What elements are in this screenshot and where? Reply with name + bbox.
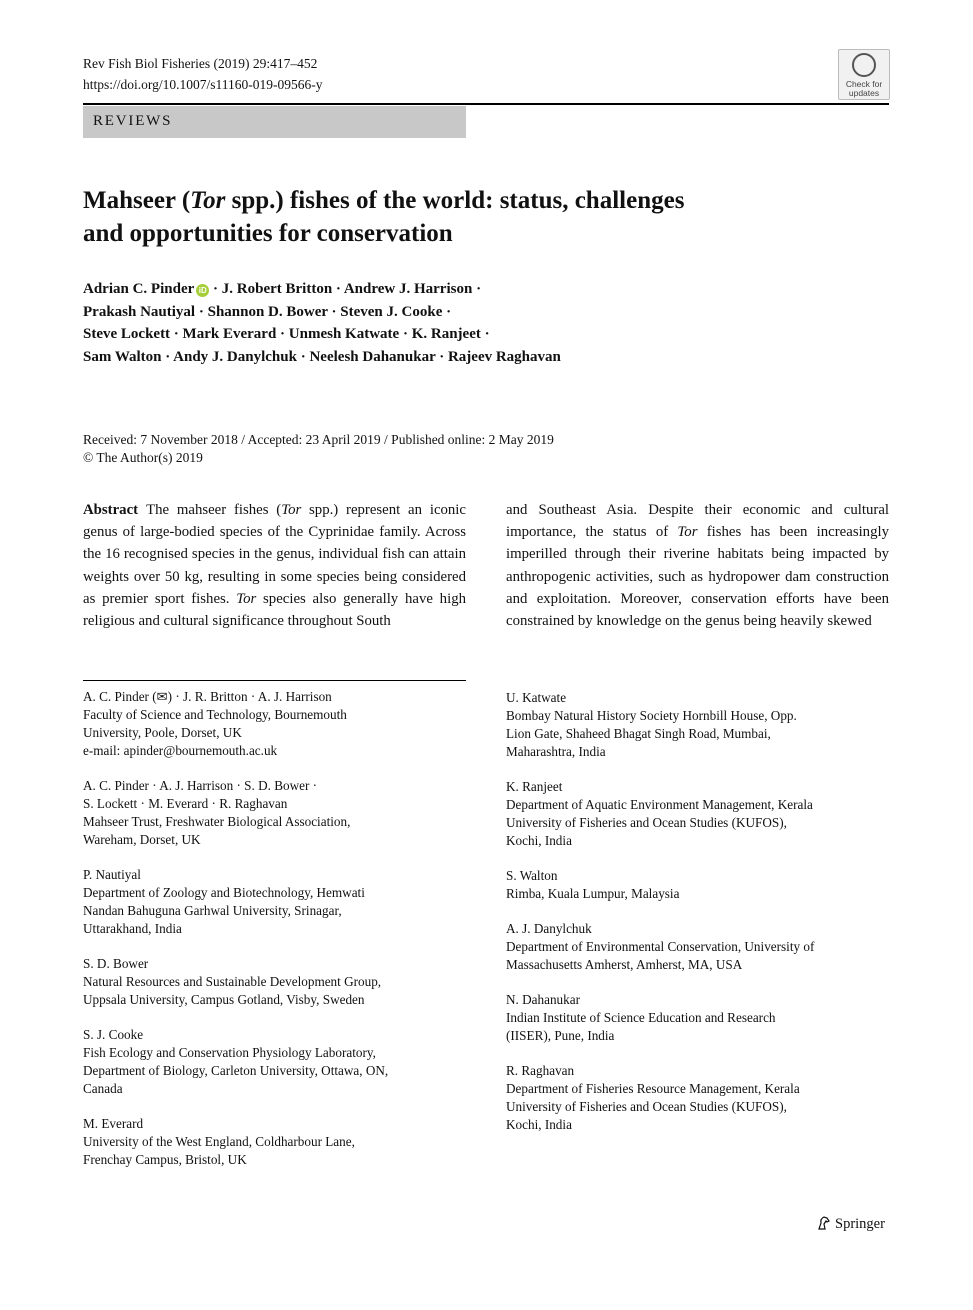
affiliation-line: Massachusetts Amherst, Amherst, MA, USA xyxy=(506,957,743,972)
affiliation-line: Lion Gate, Shaheed Bhagat Singh Road, Mumbai, xyxy=(506,726,771,741)
affiliation-line: Natural Resources and Sustainable Development Group, xyxy=(83,974,382,989)
affiliation-line: Department of Zoology and Biotechnology, Hemwati xyxy=(83,885,365,900)
article-title: Mahseer (Tor spp.) fishes of the world: status, challenges and opportunities for conservation xyxy=(83,187,685,247)
publication-dates: Received: 7 November 2018 / Accepted: 23 April 2019 / Published online: 2 May 2019 © The Author(s) 2019 xyxy=(83,432,554,465)
affiliation-block xyxy=(506,920,896,974)
affiliation-line: Nandan Bahuguna Garhwal University, Srinagar, xyxy=(83,903,342,918)
affiliation-line: Wareham, Dorset, UK xyxy=(83,832,201,847)
affiliation-block xyxy=(506,991,896,1045)
affiliation-names: R. Raghavan xyxy=(506,1063,575,1078)
affiliation-block xyxy=(83,688,473,760)
copyright: © The Author(s) 2019 xyxy=(83,450,203,465)
affiliation-line: Fish Ecology and Conservation Physiology Laboratory, xyxy=(83,1045,376,1060)
affiliation-line: Uttarakhand, India xyxy=(83,921,182,936)
author-list: Adrian C. Pinder iD · J. Robert Britton · Andrew J. Harrison · Prakash Nautiyal · Shannon D. Bower · Steven J. Cooke · Steve Lockett · Mark Everard · Unmesh Katwate · K. Ranjeet · Sam Walton · Andy J. Danylchuk · Neelesh Dahanukar · Rajeev Raghavan xyxy=(83,281,561,365)
affiliation-line: (IISER), Pune, India xyxy=(506,1028,615,1043)
affiliation-line: Canada xyxy=(83,1081,123,1096)
section-label: REVIEWS xyxy=(93,113,173,129)
affiliations-left xyxy=(83,688,473,1186)
affiliation-block xyxy=(506,778,896,850)
affiliation-line: S. Lockett · M. Everard · R. Raghavan xyxy=(83,796,288,811)
affiliation-block xyxy=(83,777,473,849)
footnote-rule xyxy=(83,680,466,681)
affiliation-names: M. Everard xyxy=(83,1116,144,1131)
header-rule xyxy=(83,103,889,105)
affiliation-line: Department of Aquatic Environment Management, Kerala xyxy=(506,797,813,812)
doi-link[interactable]: https://doi.org/10.1007/s11160-019-09566-y xyxy=(83,77,323,92)
affiliation-line: University of Fisheries and Ocean Studies (KUFOS), xyxy=(506,1099,787,1114)
affiliation-line: Kochi, India xyxy=(506,833,572,848)
affiliation-names: A. C. Pinder (✉) · J. R. Britton · A. J. Harrison xyxy=(83,689,332,704)
affiliation-block xyxy=(506,1062,896,1134)
orcid-icon[interactable]: iD xyxy=(196,284,209,297)
affiliation-line: Department of Environmental Conservation, University of xyxy=(506,939,815,954)
affiliation-line: Faculty of Science and Technology, Bournemouth xyxy=(83,707,347,722)
affiliation-block xyxy=(506,689,896,761)
springer-horse-icon xyxy=(816,1215,832,1231)
affiliation-line: Indian Institute of Science Education and Research xyxy=(506,1010,776,1025)
affiliation-names: A. C. Pinder · A. J. Harrison · S. D. Bower · xyxy=(83,778,318,793)
affiliation-line: Department of Fisheries Resource Management, Kerala xyxy=(506,1081,800,1096)
affiliation-line: Bombay Natural History Society Hornbill House, Opp. xyxy=(506,708,797,723)
affiliation-line: Kochi, India xyxy=(506,1117,572,1132)
affiliation-names: S. D. Bower xyxy=(83,956,149,971)
email-link[interactable]: e-mail: apinder@bournemouth.ac.uk xyxy=(83,743,278,758)
affiliation-names: P. Nautiyal xyxy=(83,867,141,882)
abstract-label: Abstract xyxy=(83,502,139,518)
affiliation-block xyxy=(83,955,473,1009)
affiliation-names: A. J. Danylchuk xyxy=(506,921,592,936)
abstract-right: and Southeast Asia. Despite their economic and cultural importance, the status of Tor fishes has been increasingly imperilled through their riverine habitats being impacted by anthropogenic activities, such as hydropower dam construction and exploitation. Moreover, conservation efforts have been constrained by knowledge on the genus being heavily skewed xyxy=(506,502,889,630)
affiliation-line: University of the West England, Coldharbour Lane, xyxy=(83,1134,355,1149)
affiliation-line: Uppsala University, Campus Gotland, Visby, Sweden xyxy=(83,992,365,1007)
affiliation-line: Department of Biology, Carleton University, Ottawa, ON, xyxy=(83,1063,389,1078)
affiliation-line: Maharashtra, India xyxy=(506,744,606,759)
abstract-left: Abstract The mahseer fishes (Tor spp.) represent an iconic genus of large-bodied species of the Cyprinidae family. Across the 16 recognised species in the genus, individual fish can attain weights over 50 kg, resulting in some species being considered as premier sport fishes. Tor species also generally have high religious and cultural significance throughout South xyxy=(83,502,466,630)
affiliations-right xyxy=(506,689,896,1151)
journal-citation: Rev Fish Biol Fisheries (2019) 29:417–452 xyxy=(83,56,318,71)
affiliation-names: S. J. Cooke xyxy=(83,1027,144,1042)
affiliation-names: U. Katwate xyxy=(506,690,567,705)
affiliation-names: S. Walton xyxy=(506,868,558,883)
bookmark-icon xyxy=(852,53,876,77)
affiliation-line: Mahseer Trust, Freshwater Biological Association, xyxy=(83,814,351,829)
affiliation-names: K. Ranjeet xyxy=(506,779,563,794)
affiliation-line: Frenchay Campus, Bristol, UK xyxy=(83,1152,247,1167)
affiliation-line: University, Poole, Dorset, UK xyxy=(83,725,242,740)
affiliation-line: Rimba, Kuala Lumpur, Malaysia xyxy=(506,886,680,901)
section-banner xyxy=(83,106,466,138)
author-pinder[interactable]: Adrian C. Pinder xyxy=(83,281,195,297)
affiliation-block xyxy=(83,1026,473,1098)
springer-logo: Springer xyxy=(816,1215,885,1233)
affiliation-line: University of Fisheries and Ocean Studies (KUFOS), xyxy=(506,815,787,830)
badge-line2: updates xyxy=(848,88,880,98)
affiliation-names: N. Dahanukar xyxy=(506,992,580,1007)
badge-line1: Check for xyxy=(845,79,883,89)
affiliation-block xyxy=(83,1115,473,1169)
affiliation-block xyxy=(83,866,473,938)
check-for-updates-badge[interactable] xyxy=(838,49,890,100)
affiliation-block xyxy=(506,867,896,903)
